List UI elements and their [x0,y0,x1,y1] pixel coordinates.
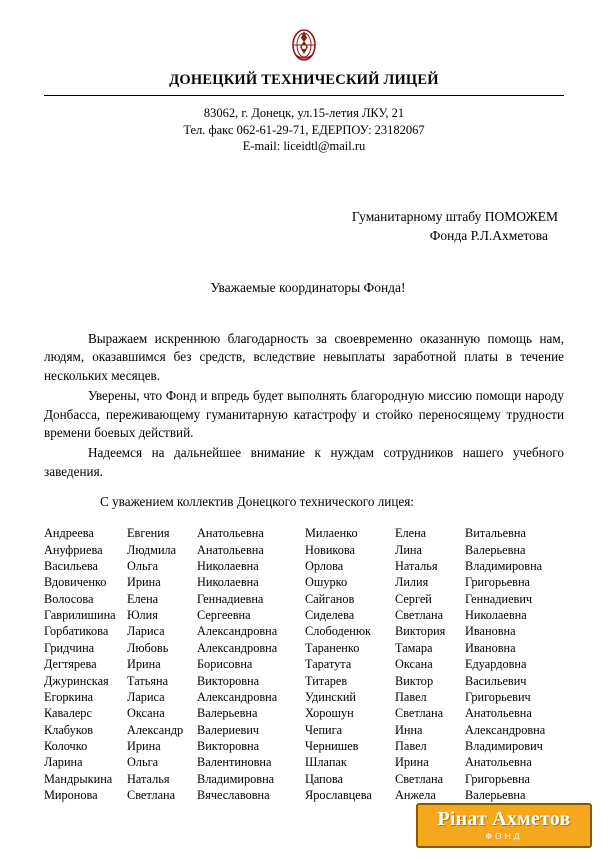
signatory-cell: Тамара [395,640,433,655]
signatory-cell: Ольга [127,558,159,573]
signatory-cell: Ирина [127,739,161,754]
closing-line: С уважением коллектив Донецкого технического лицея: [100,493,414,509]
signatory-cell: Ларина [44,755,83,770]
table-row [44,673,564,689]
table-row [44,788,564,804]
signatories-body [44,526,564,804]
signatory-cell: Геннадиевна [197,591,264,606]
signatory-cell: Павел [395,739,427,754]
signatory-cell: Цапова [305,771,344,786]
signatory-cell: Светлана [395,706,444,721]
signatory-cell: Лариса [127,624,165,639]
signatory-cell: Анжела [395,788,436,803]
signatory-cell: Сергей [395,591,432,606]
signatory-cell: Викторовна [197,739,260,754]
salutation: Уважаемые координаторы Фонда! [210,279,406,295]
signatory-cell: Николаевна [197,575,259,590]
table-row [44,607,564,623]
signatory-cell: Гридчина [44,640,95,655]
table-row [44,558,564,574]
signatory-cell: Анатольевна [465,706,532,721]
signatory-cell: Андреева [44,526,94,541]
signatory-cell: Ирина [127,575,161,590]
signatory-cell: Ирина [395,755,429,770]
contact-phone: Тел. факс 062-61-29-71, ЕДЕРПОУ: 23182067 [183,122,425,137]
signatory-cell: Владимировна [197,771,275,786]
fund-logo-name: Рінат Ахметов [437,808,571,830]
table-row [44,624,564,640]
signatory-cell: Слободенюк [305,624,371,639]
signatory-cell: Джуринская [44,673,109,688]
signatory-cell: Елена [395,526,427,541]
signatory-cell: Орлова [305,558,344,573]
signatory-cell: Горбатикова [44,624,109,639]
addressee-line-1: Гуманитарному штабу ПОМОЖЕМ [351,208,558,224]
signatory-cell: Виктория [395,624,446,639]
emblem-container [44,0,564,68]
signatory-cell: Елена [127,591,159,606]
signatory-cell: Анатольевна [197,526,264,541]
signatory-cell: Павел [395,689,427,704]
signatory-cell: Таратута [305,657,352,672]
signatory-cell: Сайганов [305,591,355,606]
signatory-cell: Николаевна [465,608,527,623]
signatory-cell: Титарев [305,673,348,688]
signatory-cell: Ивановна [465,624,516,639]
signatory-cell: Клабуков [44,722,94,737]
table-row [44,755,564,771]
contact-block [44,105,564,155]
signatory-cell: Ярославцева [305,788,372,803]
signatory-cell: Николаевна [197,558,259,573]
signatory-cell: Инна [395,722,423,737]
signatory-cell: Геннадиевич [465,591,533,606]
table-row [44,738,564,754]
signatory-cell: Людмила [127,542,177,557]
signatory-cell: Тараненко [305,640,360,655]
signatory-cell: Наталья [127,771,170,786]
signatory-cell: Анатольевна [197,542,264,557]
signatory-cell: Григорьевич [465,689,531,704]
signatory-cell: Викторовна [197,673,260,688]
table-row [44,526,564,542]
signatory-cell: Мандрыкина [44,771,113,786]
table-row [44,722,564,738]
signatory-cell: Григорьевна [465,771,531,786]
table-row [44,591,564,607]
signatory-cell: Александровна [465,722,546,737]
table-row [44,689,564,705]
signatory-cell: Оксана [127,706,165,721]
fund-logo-subtitle: ФОНД [485,831,523,841]
signatories-table [44,526,564,804]
signatory-cell: Лариса [127,689,165,704]
signatory-cell: Колочко [44,739,88,754]
signatory-cell: Анатольевна [465,755,532,770]
signatory-cell: Татьяна [127,673,169,688]
letter-body [44,330,564,482]
table-row [44,640,564,656]
signatory-cell: Оксана [395,657,433,672]
table-row [44,771,564,787]
contact-email: E-mail: liceidtl@mail.ru [242,139,366,153]
table-row [44,657,564,673]
signatory-cell: Удинский [305,689,356,704]
signatory-cell: Ольга [127,755,159,770]
signatory-cell: Валентиновна [197,755,272,770]
signatory-cell: Александр [127,722,184,737]
signatory-cell: Гаврилишина [44,608,116,623]
signatory-cell: Васильевич [465,673,527,688]
signatory-cell: Егоркина [44,689,94,704]
signatory-cell: Наталья [395,558,438,573]
signatory-cell: Борисовна [197,657,253,672]
signatory-cell: Ошурко [305,575,348,590]
signatory-cell: Миронова [44,788,98,803]
table-row [44,575,564,591]
signatory-cell: Лилия [395,575,429,590]
signatory-cell: Владимировна [465,558,543,573]
signatory-cell: Дегтярева [44,657,97,672]
header-divider [44,95,564,96]
signatory-cell: Ануфриева [44,542,103,557]
signatory-cell: Сиделева [305,608,355,623]
organization-title: ДОНЕЦКИЙ ТЕХНИЧЕСКИЙ ЛИЦЕЙ [169,72,439,88]
table-row [44,542,564,558]
signatory-cell: Шлапак [305,755,347,770]
signatory-cell: Чепига [305,722,343,737]
school-emblem-icon [291,28,317,62]
signatory-cell: Владимирович [465,739,543,754]
table-row [44,706,564,722]
signatory-cell: Ирина [127,657,161,672]
addressee-line-2: Фонда Р.Л.Ахметова [429,228,548,244]
signatory-cell: Валерьевна [465,788,526,803]
signatory-cell: Вдовиченко [44,575,107,590]
body-paragraph-1: Выражаем искреннюю благодарность за своевременно оказанную помощь нам, людям, оказавшимся без средств, вследствие невыплаты заработной платы в течение нескольких месяцев. [44,330,564,384]
signatory-cell: Ивановна [465,640,516,655]
signatory-cell: Виктор [395,673,434,688]
signatory-cell: Васильева [44,558,99,573]
signatory-cell: Валериевич [197,722,260,737]
signatory-cell: Александровна [197,640,278,655]
signatory-cell: Сергеевна [197,608,251,623]
signatory-cell: Едуардовна [465,657,527,672]
signatory-cell: Хорошун [305,706,354,721]
signatory-cell: Светлана [127,788,176,803]
signatory-cell: Григорьевна [465,575,531,590]
signatory-cell: Александровна [197,689,278,704]
signatory-cell: Светлана [395,771,444,786]
signatory-cell: Чернишев [305,739,359,754]
signatory-cell: Милаенко [305,526,358,541]
signatory-cell: Александровна [197,624,278,639]
signatory-cell: Светлана [395,608,444,623]
body-paragraph-3: Надеемся на дальнейшее внимание к нуждам сотрудников нашего учебного заведения. [44,445,564,479]
signatory-cell: Юлия [127,608,158,623]
signatory-cell: Валерьевна [465,542,526,557]
fund-logo [416,803,592,848]
signatory-cell: Лина [395,542,422,557]
signatory-cell: Витальевна [465,526,526,541]
signatory-cell: Вячеславовна [197,788,270,803]
contact-address: 83062, г. Донецк, ул.15-летия ЛКУ, 21 [203,106,405,120]
signatory-cell: Волосова [44,591,94,606]
signatory-cell: Евгения [127,526,170,541]
signatory-cell: Новикова [305,542,356,557]
signatory-cell: Любовь [127,640,169,655]
signatory-cell: Валерьевна [197,706,258,721]
body-paragraph-2: Уверены, что Фонд и впредь будет выполнять благородную миссию помощи народу Донбасса, переживающему гуманитарную катастрофу и стойко переносящему трудности времени боевых действий. [44,387,564,441]
signatory-cell: Кавалерс [44,706,92,721]
addressee-block [44,207,564,246]
